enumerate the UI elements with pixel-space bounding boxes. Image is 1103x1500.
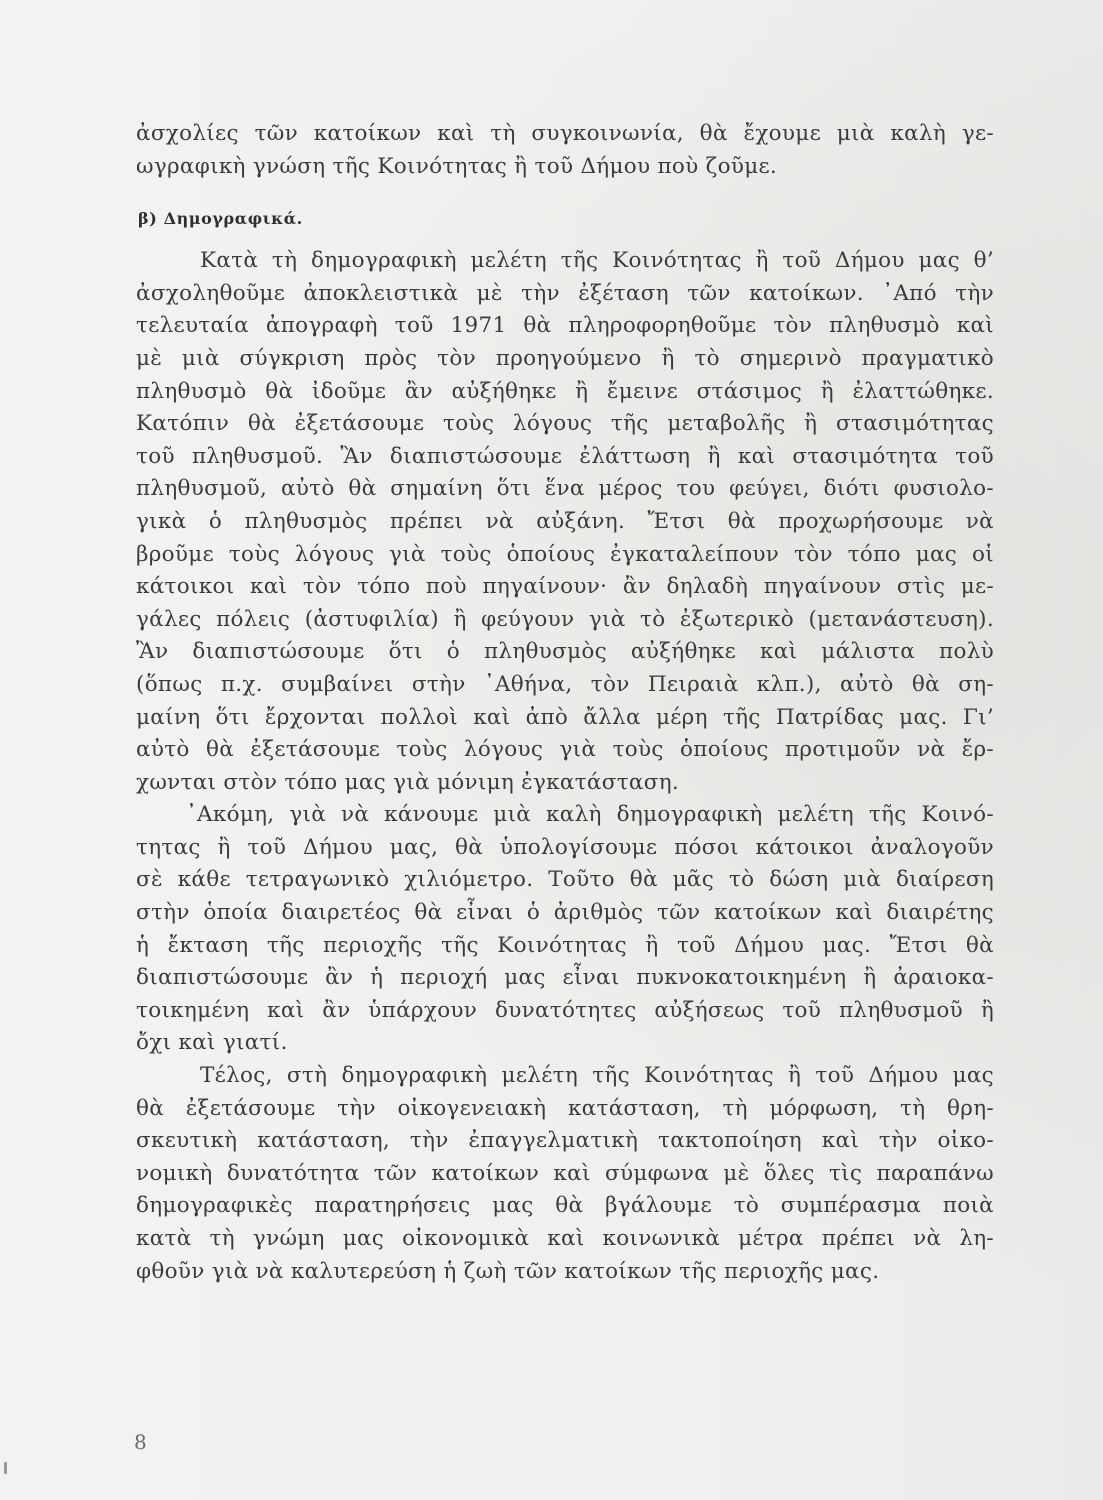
text-line: (ὅπως π.χ. συμβαίνει στὴν ᾿Αθήνα, τὸν Πειραιὰ κλπ.), αὐτὸ θὰ ση- (136, 671, 994, 697)
text-line: ὄχι καὶ γιατί. (136, 1030, 288, 1056)
text-line: ᾿Ακόμη, γιὰ νὰ κάνουμε μιὰ καλὴ δημογραφικὴ μελέτη τῆς Κοινό- (186, 802, 994, 828)
text-line: στὴν ὁποία διαιρετέος θὰ εἶναι ὁ ἀριθμὸς τῶν κατοίκων καὶ διαιρέτης (136, 900, 994, 926)
text-line: μὲ μιὰ σύγκριση πρὸς τὸν προηγούμενο ἢ τὸ σημερινὸ πραγματικὸ (136, 345, 994, 371)
text-line: μαίνη ὅτι ἔρχονται πολλοὶ καὶ ἀπὸ ἄλλα μέρη τῆς Πατρίδας μας. Γι’ (136, 704, 994, 730)
text-line: βροῦμε τοὺς λόγους γιὰ τοὺς ὁποίους ἐγκαταλείπουν τὸν τόπο μας οἱ (136, 541, 994, 567)
text-line: νομικὴ δυνατότητα τῶν κατοίκων καὶ σύμφωνα μὲ ὅλες τὶς παραπάνω (136, 1160, 994, 1186)
paragraph-population-study (136, 245, 994, 799)
text-line: τοικημένη καὶ ἂν ὑπάρχουν δυνατότητες αὐξήσεως τοῦ πληθυσμοῦ ἢ (136, 997, 994, 1023)
text-line: τητας ἢ τοῦ Δήμου μας, θὰ ὑπολογίσουμε πόσοι κάτοικοι ἀναλογοῦν (136, 834, 994, 860)
text-line: χωνται στὸν τόπο μας γιὰ μόνιμη ἐγκατάσταση. (136, 769, 680, 795)
section-heading: β) Δημογραφικά. (138, 209, 303, 229)
text-line: ωγραφικὴ γνώση τῆς Κοινότητας ἢ τοῦ Δήμου ποὺ ζοῦμε. (136, 153, 778, 179)
text-line: τοῦ πληθυσμοῦ. Ἂν διαπιστώσουμε ἐλάττωση ἢ καὶ στασιμότητα τοῦ (136, 443, 994, 469)
text-line: γάλες πόλεις (ἀστυφιλία) ἢ φεύγουν γιὰ τὸ ἐξωτερικὸ (μετανάστευση). (136, 606, 994, 632)
text-line: Τέλος, στὴ δημογραφικὴ μελέτη τῆς Κοινότητας ἢ τοῦ Δήμου μας (200, 1063, 994, 1089)
paragraph-conclusion (136, 1060, 994, 1288)
body-text (136, 118, 994, 1288)
text-line: σκευτικὴ κατάσταση, τὴν ἐπαγγελματικὴ τακτοποίηση καὶ τὴν οἰκο- (136, 1128, 994, 1154)
text-line: θὰ ἐξετάσουμε τὴν οἰκογενειακὴ κατάσταση, τὴ μόρφωση, τὴ θρη- (136, 1095, 994, 1121)
text-line: πληθυσμοῦ, αὐτὸ θὰ σημαίνη ὅτι ἕνα μέρος του φεύγει, διότι φυσιολο- (136, 476, 994, 502)
text-line: ἡ ἔκταση τῆς περιοχῆς τῆς Κοινότητας ἢ τοῦ Δήμου μας. Ἔτσι θὰ (136, 932, 994, 958)
text-line: κάτοικοι καὶ τὸν τόπο ποὺ πηγαίνουν· ἂν δηλαδὴ πηγαίνουν στὶς με- (136, 574, 994, 600)
text-line: τελευταία ἀπογραφὴ τοῦ 1971 θὰ πληροφορηθοῦμε τὸν πληθυσμὸ καὶ (136, 313, 994, 339)
text-line: διαπιστώσουμε ἂν ἡ περιοχή μας εἶναι πυκνοκατοικημένη ἢ ἀραιοκα- (136, 965, 994, 991)
text-line: γικὰ ὁ πληθυσμὸς πρέπει νὰ αὐξάνη. Ἔτσι θὰ προχωρήσουμε νὰ (136, 508, 994, 534)
text-line: πληθυσμὸ θὰ ἰδοῦμε ἂν αὐξήθηκε ἢ ἔμεινε στάσιμος ἢ ἐλαττώθηκε. (136, 378, 994, 404)
text-line: δημογραφικὲς παρατηρήσεις μας θὰ βγάλουμε τὸ συμπέρασμα ποιὰ (136, 1193, 994, 1219)
intro-paragraph (136, 118, 994, 183)
text-line: αὐτὸ θὰ ἐξετάσουμε τοὺς λόγους γιὰ τοὺς ὁποίους προτιμοῦν νὰ ἔρ- (136, 737, 994, 763)
text-line: Κατὰ τὴ δημογραφικὴ μελέτη τῆς Κοινότητας ἢ τοῦ Δήμου μας θ’ (200, 248, 994, 274)
text-line: φθοῦν γιὰ νὰ καλυτερεύση ἡ ζωὴ τῶν κατοίκων τῆς περιοχῆς μας. (136, 1258, 880, 1284)
paragraph-density (136, 799, 994, 1060)
scan-edge-mark (4, 1462, 7, 1474)
text-line: ἀσχολίες τῶν κατοίκων καὶ τὴ συγκοινωνία, θὰ ἔχουμε μιὰ καλὴ γε- (136, 121, 994, 146)
page-number: 8 (134, 1430, 147, 1454)
text-line: ἀσχοληθοῦμε ἀποκλειστικὰ μὲ τὴν ἐξέταση τῶν κατοίκων. ᾿Από τὴν (136, 280, 994, 306)
text-line: Κατόπιν θὰ ἐξετάσουμε τοὺς λόγους τῆς μεταβολῆς ἢ στασιμότητας (136, 411, 994, 437)
text-line: Ἂν διαπιστώσουμε ὅτι ὁ πληθυσμὸς αὐξήθηκε καὶ μάλιστα πολὺ (136, 639, 994, 665)
text-line: κατὰ τὴ γνώμη μας οἰκονομικὰ καὶ κοινωνικὰ μέτρα πρέπει νὰ λη- (136, 1226, 994, 1251)
text-line: σὲ κάθε τετραγωνικὸ χιλιόμετρο. Τοῦτο θὰ μᾶς τὸ δώση μιὰ διαίρεση (136, 867, 994, 893)
